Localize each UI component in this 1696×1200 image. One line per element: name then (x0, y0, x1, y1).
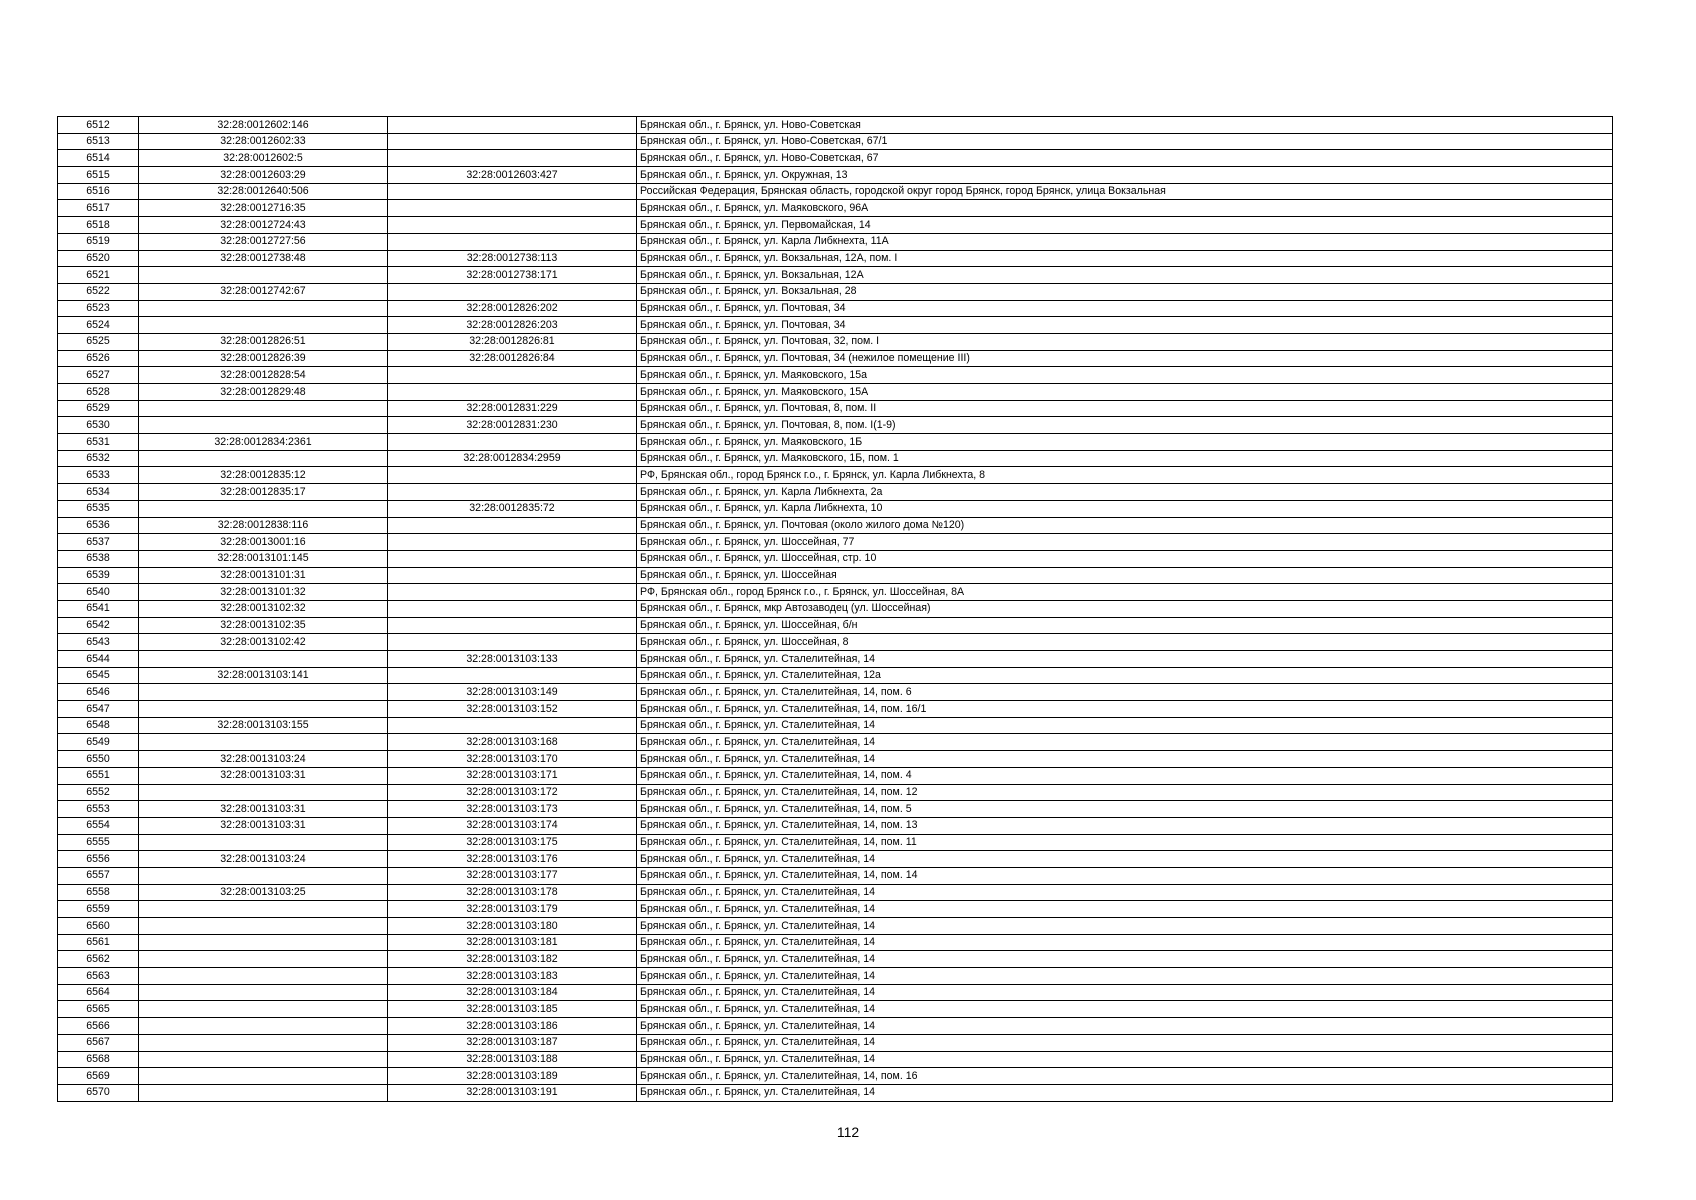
row-number-cell: 6521 (58, 267, 139, 284)
land-cadastral-number-cell: 32:28:0012742:67 (139, 283, 388, 300)
land-cadastral-number-cell (139, 1068, 388, 1085)
land-cadastral-number-cell (139, 834, 388, 851)
land-cadastral-number-cell: 32:28:0012829:48 (139, 384, 388, 401)
table-row (58, 117, 1613, 134)
object-cadastral-number-cell (388, 367, 637, 384)
land-cadastral-number-cell (139, 1084, 388, 1101)
land-cadastral-number-cell (139, 934, 388, 951)
land-cadastral-number-cell (139, 867, 388, 884)
row-number-cell: 6542 (58, 617, 139, 634)
object-cadastral-number-cell: 32:28:0013103:172 (388, 784, 637, 801)
address-cell: Брянская обл., г. Брянск, ул. Карла Либкнехта, 2а (637, 484, 1613, 501)
table-row (58, 283, 1613, 300)
object-cadastral-number-cell: 32:28:0013103:184 (388, 984, 637, 1001)
table-row (58, 534, 1613, 551)
address-cell: Брянская обл., г. Брянск, ул. Маяковского, 15А (637, 384, 1613, 401)
row-number-cell: 6516 (58, 183, 139, 200)
object-cadastral-number-cell: 32:28:0012835:72 (388, 500, 637, 517)
address-cell: Брянская обл., г. Брянск, ул. Сталелитейная, 14 (637, 751, 1613, 768)
object-cadastral-number-cell: 32:28:0013103:152 (388, 701, 637, 718)
land-cadastral-number-cell (139, 1051, 388, 1068)
object-cadastral-number-cell: 32:28:0013103:191 (388, 1084, 637, 1101)
table-row (58, 1018, 1613, 1035)
address-cell: Брянская обл., г. Брянск, ул. Сталелитейная, 12а (637, 667, 1613, 684)
object-cadastral-number-cell: 32:28:0013103:133 (388, 651, 637, 668)
object-cadastral-number-cell (388, 217, 637, 234)
object-cadastral-number-cell: 32:28:0013103:176 (388, 851, 637, 868)
row-number-cell: 6564 (58, 984, 139, 1001)
address-cell: Брянская обл., г. Брянск, ул. Шоссейная (637, 567, 1613, 584)
object-cadastral-number-cell (388, 617, 637, 634)
land-cadastral-number-cell: 32:28:0013103:24 (139, 751, 388, 768)
address-cell: Брянская обл., г. Брянск, ул. Сталелитейная, 14 (637, 1084, 1613, 1101)
registry-table (57, 116, 1613, 1102)
land-cadastral-number-cell (139, 1001, 388, 1018)
row-number-cell: 6541 (58, 600, 139, 617)
object-cadastral-number-cell (388, 467, 637, 484)
object-cadastral-number-cell (388, 584, 637, 601)
object-cadastral-number-cell (388, 117, 637, 134)
object-cadastral-number-cell: 32:28:0012738:113 (388, 250, 637, 267)
object-cadastral-number-cell: 32:28:0013103:179 (388, 901, 637, 918)
table-row (58, 918, 1613, 935)
land-cadastral-number-cell (139, 300, 388, 317)
land-cadastral-number-cell: 32:28:0012602:146 (139, 117, 388, 134)
table-row (58, 934, 1613, 951)
address-cell: Брянская обл., г. Брянск, ул. Почтовая, 8, пом. I(1-9) (637, 417, 1613, 434)
table-row (58, 984, 1613, 1001)
object-cadastral-number-cell (388, 384, 637, 401)
row-number-cell: 6557 (58, 867, 139, 884)
row-number-cell: 6556 (58, 851, 139, 868)
row-number-cell: 6568 (58, 1051, 139, 1068)
row-number-cell: 6537 (58, 534, 139, 551)
table-row (58, 550, 1613, 567)
address-cell: Брянская обл., г. Брянск, ул. Карла Либкнехта, 11А (637, 233, 1613, 250)
address-cell: Брянская обл., г. Брянск, ул. Сталелитейная, 14 (637, 851, 1613, 868)
address-cell: Брянская обл., г. Брянск, ул. Маяковского, 1Б (637, 434, 1613, 451)
row-number-cell: 6524 (58, 317, 139, 334)
land-cadastral-number-cell: 32:28:0012724:43 (139, 217, 388, 234)
table-row (58, 367, 1613, 384)
table-row (58, 1001, 1613, 1018)
address-cell: Брянская обл., г. Брянск, ул. Вокзальная, 28 (637, 283, 1613, 300)
land-cadastral-number-cell (139, 984, 388, 1001)
object-cadastral-number-cell: 32:28:0013103:170 (388, 751, 637, 768)
land-cadastral-number-cell (139, 734, 388, 751)
table-row (58, 1068, 1613, 1085)
table-row (58, 767, 1613, 784)
row-number-cell: 6544 (58, 651, 139, 668)
table-row (58, 567, 1613, 584)
address-cell: Брянская обл., г. Брянск, ул. Сталелитейная, 14 (637, 1034, 1613, 1051)
table-row (58, 333, 1613, 350)
table-row (58, 667, 1613, 684)
table-row (58, 651, 1613, 668)
address-cell: Брянская обл., г. Брянск, ул. Сталелитейная, 14 (637, 918, 1613, 935)
object-cadastral-number-cell: 32:28:0013103:182 (388, 951, 637, 968)
table-row (58, 751, 1613, 768)
table-row (58, 267, 1613, 284)
address-cell: Брянская обл., г. Брянск, ул. Сталелитейная, 14 (637, 651, 1613, 668)
object-cadastral-number-cell (388, 534, 637, 551)
table-row (58, 784, 1613, 801)
table-row (58, 867, 1613, 884)
table-row (58, 217, 1613, 234)
table-row (58, 417, 1613, 434)
land-cadastral-number-cell: 32:28:0013101:31 (139, 567, 388, 584)
row-number-cell: 6528 (58, 384, 139, 401)
row-number-cell: 6548 (58, 717, 139, 734)
object-cadastral-number-cell: 32:28:0013103:174 (388, 817, 637, 834)
address-cell: Брянская обл., г. Брянск, ул. Вокзальная, 12А, пом. I (637, 250, 1613, 267)
address-cell: Брянская обл., г. Брянск, ул. Окружная, 13 (637, 167, 1613, 184)
land-cadastral-number-cell: 32:28:0013101:32 (139, 584, 388, 601)
object-cadastral-number-cell: 32:28:0012834:2959 (388, 450, 637, 467)
object-cadastral-number-cell (388, 567, 637, 584)
row-number-cell: 6520 (58, 250, 139, 267)
row-number-cell: 6553 (58, 801, 139, 818)
row-number-cell: 6570 (58, 1084, 139, 1101)
object-cadastral-number-cell (388, 150, 637, 167)
object-cadastral-number-cell: 32:28:0013103:168 (388, 734, 637, 751)
address-cell: Брянская обл., г. Брянск, ул. Сталелитейная, 14, пом. 16 (637, 1068, 1613, 1085)
address-cell: Брянская обл., г. Брянск, ул. Сталелитейная, 14 (637, 884, 1613, 901)
land-cadastral-number-cell (139, 317, 388, 334)
row-number-cell: 6561 (58, 934, 139, 951)
object-cadastral-number-cell (388, 600, 637, 617)
land-cadastral-number-cell: 32:28:0013101:145 (139, 550, 388, 567)
address-cell: Брянская обл., г. Брянск, ул. Сталелитейная, 14 (637, 951, 1613, 968)
table-row (58, 901, 1613, 918)
land-cadastral-number-cell: 32:28:0012835:17 (139, 484, 388, 501)
row-number-cell: 6549 (58, 734, 139, 751)
object-cadastral-number-cell (388, 283, 637, 300)
row-number-cell: 6534 (58, 484, 139, 501)
land-cadastral-number-cell (139, 684, 388, 701)
row-number-cell: 6546 (58, 684, 139, 701)
land-cadastral-number-cell: 32:28:0012828:54 (139, 367, 388, 384)
object-cadastral-number-cell (388, 233, 637, 250)
address-cell: Брянская обл., г. Брянск, ул. Сталелитейная, 14, пом. 4 (637, 767, 1613, 784)
land-cadastral-number-cell: 32:28:0013103:141 (139, 667, 388, 684)
address-cell: Брянская обл., г. Брянск, ул. Сталелитейная, 14, пом. 5 (637, 801, 1613, 818)
object-cadastral-number-cell (388, 517, 637, 534)
table-row (58, 233, 1613, 250)
table-row (58, 400, 1613, 417)
table-row (58, 968, 1613, 985)
object-cadastral-number-cell: 32:28:0013103:189 (388, 1068, 637, 1085)
row-number-cell: 6552 (58, 784, 139, 801)
object-cadastral-number-cell: 32:28:0013103:175 (388, 834, 637, 851)
table-row (58, 517, 1613, 534)
address-cell: Брянская обл., г. Брянск, ул. Почтовая, 34 (637, 317, 1613, 334)
table-row (58, 600, 1613, 617)
address-cell: Брянская обл., г. Брянск, ул. Сталелитейная, 14 (637, 934, 1613, 951)
row-number-cell: 6517 (58, 200, 139, 217)
table-row (58, 450, 1613, 467)
table-row (58, 150, 1613, 167)
object-cadastral-number-cell: 32:28:0013103:185 (388, 1001, 637, 1018)
registry-table-body (58, 117, 1613, 1102)
object-cadastral-number-cell: 32:28:0013103:178 (388, 884, 637, 901)
object-cadastral-number-cell (388, 183, 637, 200)
land-cadastral-number-cell: 32:28:0013102:35 (139, 617, 388, 634)
land-cadastral-number-cell (139, 784, 388, 801)
row-number-cell: 6567 (58, 1034, 139, 1051)
row-number-cell: 6547 (58, 701, 139, 718)
land-cadastral-number-cell: 32:28:0012716:35 (139, 200, 388, 217)
row-number-cell: 6522 (58, 283, 139, 300)
object-cadastral-number-cell: 32:28:0013103:181 (388, 934, 637, 951)
row-number-cell: 6563 (58, 968, 139, 985)
address-cell: Брянская обл., г. Брянск, ул. Сталелитейная, 14 (637, 717, 1613, 734)
table-row (58, 884, 1613, 901)
address-cell: Брянская обл., г. Брянск, ул. Ново-Советская, 67/1 (637, 133, 1613, 150)
row-number-cell: 6555 (58, 834, 139, 851)
object-cadastral-number-cell: 32:28:0012738:171 (388, 267, 637, 284)
land-cadastral-number-cell: 32:28:0012826:51 (139, 333, 388, 350)
table-row (58, 434, 1613, 451)
address-cell: Брянская обл., г. Брянск, мкр Автозаводец (ул. Шоссейная) (637, 600, 1613, 617)
row-number-cell: 6566 (58, 1018, 139, 1035)
table-row (58, 183, 1613, 200)
row-number-cell: 6554 (58, 817, 139, 834)
object-cadastral-number-cell: 32:28:0013103:186 (388, 1018, 637, 1035)
object-cadastral-number-cell: 32:28:0013103:188 (388, 1051, 637, 1068)
land-cadastral-number-cell: 32:28:0012834:2361 (139, 434, 388, 451)
row-number-cell: 6531 (58, 434, 139, 451)
object-cadastral-number-cell: 32:28:0013103:171 (388, 767, 637, 784)
address-cell: Брянская обл., г. Брянск, ул. Сталелитейная, 14, пом. 16/1 (637, 701, 1613, 718)
address-cell: Брянская обл., г. Брянск, ул. Шоссейная, 77 (637, 534, 1613, 551)
row-number-cell: 6532 (58, 450, 139, 467)
table-row (58, 834, 1613, 851)
address-cell: Брянская обл., г. Брянск, ул. Шоссейная, 8 (637, 634, 1613, 651)
table-row (58, 167, 1613, 184)
land-cadastral-number-cell: 32:28:0013102:32 (139, 600, 388, 617)
land-cadastral-number-cell: 32:28:0013103:31 (139, 767, 388, 784)
table-row (58, 684, 1613, 701)
row-number-cell: 6525 (58, 333, 139, 350)
table-row (58, 467, 1613, 484)
land-cadastral-number-cell (139, 450, 388, 467)
row-number-cell: 6515 (58, 167, 139, 184)
row-number-cell: 6539 (58, 567, 139, 584)
row-number-cell: 6543 (58, 634, 139, 651)
land-cadastral-number-cell (139, 968, 388, 985)
address-cell: Брянская обл., г. Брянск, ул. Сталелитейная, 14 (637, 1051, 1613, 1068)
table-row (58, 817, 1613, 834)
address-cell: Брянская обл., г. Брянск, ул. Сталелитейная, 14, пом. 11 (637, 834, 1613, 851)
address-cell: Брянская обл., г. Брянск, ул. Первомайская, 14 (637, 217, 1613, 234)
row-number-cell: 6550 (58, 751, 139, 768)
object-cadastral-number-cell (388, 550, 637, 567)
address-cell: Российская Федерация, Брянская область, городской округ город Брянск, город Брянск, улица Вокзальная (637, 183, 1613, 200)
object-cadastral-number-cell: 32:28:0013103:187 (388, 1034, 637, 1051)
table-row (58, 851, 1613, 868)
address-cell: РФ, Брянская обл., город Брянск г.о., г. Брянск, ул. Шоссейная, 8А (637, 584, 1613, 601)
object-cadastral-number-cell: 32:28:0012826:81 (388, 333, 637, 350)
object-cadastral-number-cell (388, 667, 637, 684)
land-cadastral-number-cell: 32:28:0012602:33 (139, 133, 388, 150)
address-cell: Брянская обл., г. Брянск, ул. Сталелитейная, 14 (637, 1001, 1613, 1018)
row-number-cell: 6535 (58, 500, 139, 517)
address-cell: Брянская обл., г. Брянск, ул. Почтовая, 32, пом. I (637, 333, 1613, 350)
land-cadastral-number-cell: 32:28:0012738:48 (139, 250, 388, 267)
object-cadastral-number-cell (388, 133, 637, 150)
table-row (58, 717, 1613, 734)
address-cell: Брянская обл., г. Брянск, ул. Сталелитейная, 14, пом. 13 (637, 817, 1613, 834)
address-cell: Брянская обл., г. Брянск, ул. Почтовая, 8, пом. II (637, 400, 1613, 417)
address-cell: Брянская обл., г. Брянск, ул. Сталелитейная, 14, пом. 14 (637, 867, 1613, 884)
address-cell: Брянская обл., г. Брянск, ул. Сталелитейная, 14 (637, 1018, 1613, 1035)
land-cadastral-number-cell (139, 500, 388, 517)
object-cadastral-number-cell: 32:28:0012826:202 (388, 300, 637, 317)
object-cadastral-number-cell (388, 434, 637, 451)
land-cadastral-number-cell (139, 1018, 388, 1035)
table-row (58, 350, 1613, 367)
row-number-cell: 6560 (58, 918, 139, 935)
row-number-cell: 6530 (58, 417, 139, 434)
table-row (58, 734, 1613, 751)
land-cadastral-number-cell: 32:28:0013103:155 (139, 717, 388, 734)
address-cell: Брянская обл., г. Брянск, ул. Маяковского, 1Б, пом. 1 (637, 450, 1613, 467)
row-number-cell: 6518 (58, 217, 139, 234)
land-cadastral-number-cell (139, 901, 388, 918)
table-row (58, 1084, 1613, 1101)
row-number-cell: 6527 (58, 367, 139, 384)
land-cadastral-number-cell: 32:28:0013102:42 (139, 634, 388, 651)
address-cell: Брянская обл., г. Брянск, ул. Ново-Советская, 67 (637, 150, 1613, 167)
object-cadastral-number-cell: 32:28:0012603:427 (388, 167, 637, 184)
row-number-cell: 6536 (58, 517, 139, 534)
land-cadastral-number-cell (139, 918, 388, 935)
row-number-cell: 6514 (58, 150, 139, 167)
row-number-cell: 6526 (58, 350, 139, 367)
land-cadastral-number-cell: 32:28:0012838:116 (139, 517, 388, 534)
table-row (58, 500, 1613, 517)
table-row (58, 384, 1613, 401)
row-number-cell: 6559 (58, 901, 139, 918)
land-cadastral-number-cell: 32:28:0013103:31 (139, 801, 388, 818)
object-cadastral-number-cell: 32:28:0013103:177 (388, 867, 637, 884)
land-cadastral-number-cell (139, 951, 388, 968)
row-number-cell: 6513 (58, 133, 139, 150)
table-row (58, 1034, 1613, 1051)
address-cell: Брянская обл., г. Брянск, ул. Сталелитейная, 14 (637, 901, 1613, 918)
table-row (58, 133, 1613, 150)
page-number: 112 (836, 1124, 860, 1140)
land-cadastral-number-cell (139, 267, 388, 284)
land-cadastral-number-cell: 32:28:0013103:24 (139, 851, 388, 868)
address-cell: Брянская обл., г. Брянск, ул. Сталелитейная, 14 (637, 968, 1613, 985)
address-cell: Брянская обл., г. Брянск, ул. Сталелитейная, 14 (637, 734, 1613, 751)
table-row (58, 200, 1613, 217)
address-cell: Брянская обл., г. Брянск, ул. Почтовая, 34 (637, 300, 1613, 317)
row-number-cell: 6562 (58, 951, 139, 968)
object-cadastral-number-cell: 32:28:0013103:180 (388, 918, 637, 935)
address-cell: РФ, Брянская обл., город Брянск г.о., г. Брянск, ул. Карла Либкнехта, 8 (637, 467, 1613, 484)
land-cadastral-number-cell (139, 651, 388, 668)
address-cell: Брянская обл., г. Брянск, ул. Вокзальная, 12А (637, 267, 1613, 284)
table-row (58, 484, 1613, 501)
address-cell: Брянская обл., г. Брянск, ул. Шоссейная, стр. 10 (637, 550, 1613, 567)
table-row (58, 634, 1613, 651)
object-cadastral-number-cell: 32:28:0013103:149 (388, 684, 637, 701)
row-number-cell: 6545 (58, 667, 139, 684)
row-number-cell: 6538 (58, 550, 139, 567)
land-cadastral-number-cell: 32:28:0012727:56 (139, 233, 388, 250)
land-cadastral-number-cell: 32:28:0012826:39 (139, 350, 388, 367)
row-number-cell: 6540 (58, 584, 139, 601)
row-number-cell: 6512 (58, 117, 139, 134)
table-row (58, 951, 1613, 968)
table-row (58, 300, 1613, 317)
object-cadastral-number-cell: 32:28:0013103:183 (388, 968, 637, 985)
land-cadastral-number-cell: 32:28:0012602:5 (139, 150, 388, 167)
table-row (58, 801, 1613, 818)
address-cell: Брянская обл., г. Брянск, ул. Маяковского, 96А (637, 200, 1613, 217)
address-cell: Брянская обл., г. Брянск, ул. Карла Либкнехта, 10 (637, 500, 1613, 517)
row-number-cell: 6551 (58, 767, 139, 784)
row-number-cell: 6519 (58, 233, 139, 250)
address-cell: Брянская обл., г. Брянск, ул. Сталелитейная, 14 (637, 984, 1613, 1001)
land-cadastral-number-cell: 32:28:0013103:31 (139, 817, 388, 834)
object-cadastral-number-cell: 32:28:0012831:229 (388, 400, 637, 417)
address-cell: Брянская обл., г. Брянск, ул. Почтовая (около жилого дома №120) (637, 517, 1613, 534)
land-cadastral-number-cell (139, 417, 388, 434)
address-cell: Брянская обл., г. Брянск, ул. Сталелитейная, 14, пом. 12 (637, 784, 1613, 801)
object-cadastral-number-cell: 32:28:0012831:230 (388, 417, 637, 434)
object-cadastral-number-cell: 32:28:0012826:84 (388, 350, 637, 367)
object-cadastral-number-cell (388, 634, 637, 651)
table-row (58, 701, 1613, 718)
address-cell: Брянская обл., г. Брянск, ул. Ново-Советская (637, 117, 1613, 134)
row-number-cell: 6558 (58, 884, 139, 901)
row-number-cell: 6533 (58, 467, 139, 484)
land-cadastral-number-cell (139, 701, 388, 718)
row-number-cell: 6569 (58, 1068, 139, 1085)
land-cadastral-number-cell (139, 1034, 388, 1051)
address-cell: Брянская обл., г. Брянск, ул. Маяковского, 15а (637, 367, 1613, 384)
address-cell: Брянская обл., г. Брянск, ул. Почтовая, 34 (нежилое помещение III) (637, 350, 1613, 367)
row-number-cell: 6523 (58, 300, 139, 317)
object-cadastral-number-cell (388, 717, 637, 734)
table-row (58, 1051, 1613, 1068)
land-cadastral-number-cell: 32:28:0013001:16 (139, 534, 388, 551)
object-cadastral-number-cell (388, 484, 637, 501)
row-number-cell: 6565 (58, 1001, 139, 1018)
object-cadastral-number-cell: 32:28:0013103:173 (388, 801, 637, 818)
table-row (58, 584, 1613, 601)
land-cadastral-number-cell: 32:28:0012640:506 (139, 183, 388, 200)
object-cadastral-number-cell: 32:28:0012826:203 (388, 317, 637, 334)
table-row (58, 617, 1613, 634)
land-cadastral-number-cell: 32:28:0012603:29 (139, 167, 388, 184)
address-cell: Брянская обл., г. Брянск, ул. Сталелитейная, 14, пом. 6 (637, 684, 1613, 701)
address-cell: Брянская обл., г. Брянск, ул. Шоссейная, б/н (637, 617, 1613, 634)
row-number-cell: 6529 (58, 400, 139, 417)
land-cadastral-number-cell: 32:28:0013103:25 (139, 884, 388, 901)
table-row (58, 317, 1613, 334)
land-cadastral-number-cell (139, 400, 388, 417)
table-row (58, 250, 1613, 267)
land-cadastral-number-cell: 32:28:0012835:12 (139, 467, 388, 484)
object-cadastral-number-cell (388, 200, 637, 217)
